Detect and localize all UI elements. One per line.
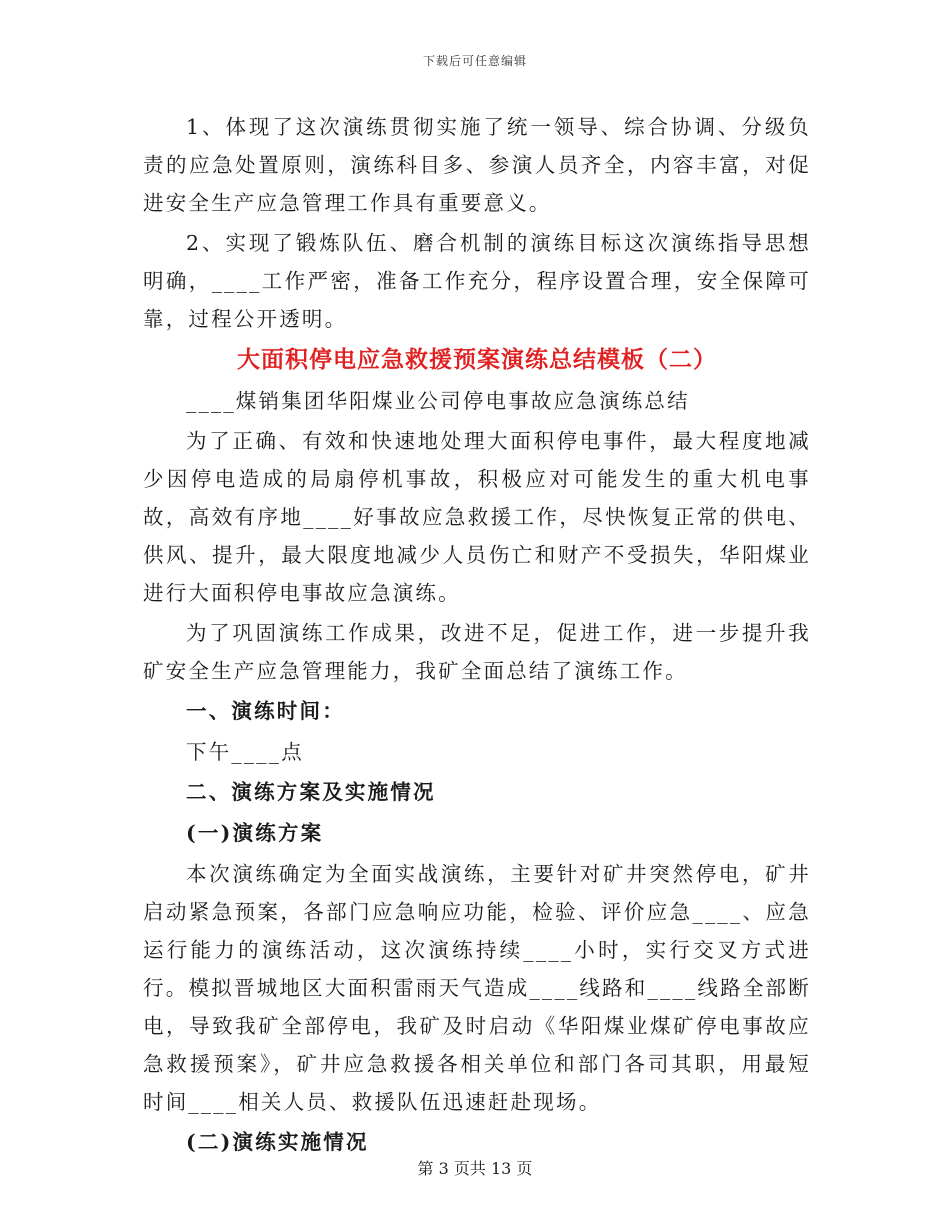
subheading-implementation: (二)演练实施情况 — [186, 1130, 369, 1154]
heading-drill-time: 一、演练时间： — [186, 699, 345, 723]
paragraph-2: 2、实现了锻炼队伍、磨合机制的演练目标这次演练指导思想明确，____工作严密，准备工作充分，程序设置合理，安全保障可靠，过程公开透明。 — [143, 231, 811, 331]
document-body — [143, 108, 811, 1164]
drill-time-text: 下午____点 — [186, 740, 304, 764]
plan-paragraph: 本次演练确定为全面实战演练，主要针对矿井突然停电，矿井启动紧急预案，各部门应急响应功能，检验、评价应急____、应急运行能力的演练活动，这次演练持续____小时，实行交叉方式进行。模拟晋城地区大面积雷雨天气造成____线路和____线路全部断电，导致我矿全部停电，我矿及时启动《华阳煤业煤矿停电事故应急救援预案》，矿井应急救援各相关单位和部门各司其职，用最短时间____相关人员、救援队伍迅速赶赴现场。 — [143, 862, 811, 1114]
section-title: 大面积停电应急救援预案演练总结模板（二） — [237, 346, 717, 373]
heading-plan-implementation: 二、演练方案及实施情况 — [186, 780, 436, 804]
page-footer: 第 3 页共 13 页 — [417, 1159, 533, 1178]
subheading-plan: (一)演练方案 — [186, 821, 324, 845]
summary-paragraph: 为了巩固演练工作成果，改进不足，促进工作，进一步提升我矿安全生产应急管理能力，我矿全面总结了演练工作。 — [143, 621, 811, 683]
intro-paragraph: 为了正确、有效和快速地处理大面积停电事件，最大程度地减少因停电造成的局扇停机事故，积极应对可能发生的重大机电事故，高效有序地____好事故应急救援工作，尽快恢复正常的供电、供风、提升，最大限度地减少人员伤亡和财产不受损失，华阳煤业进行大面积停电事故应急演练。 — [143, 429, 811, 605]
report-subtitle: ____煤销集团华阳煤业公司停电事故应急演练总结 — [186, 389, 690, 413]
paragraph-1: 1、体现了这次演练贯彻实施了统一领导、综合协调、分级负责的应急处置原则，演练科目多、参演人员齐全，内容丰富，对促进安全生产应急管理工作具有重要意义。 — [143, 115, 811, 215]
page-header: 下载后可任意编辑 — [422, 54, 527, 68]
